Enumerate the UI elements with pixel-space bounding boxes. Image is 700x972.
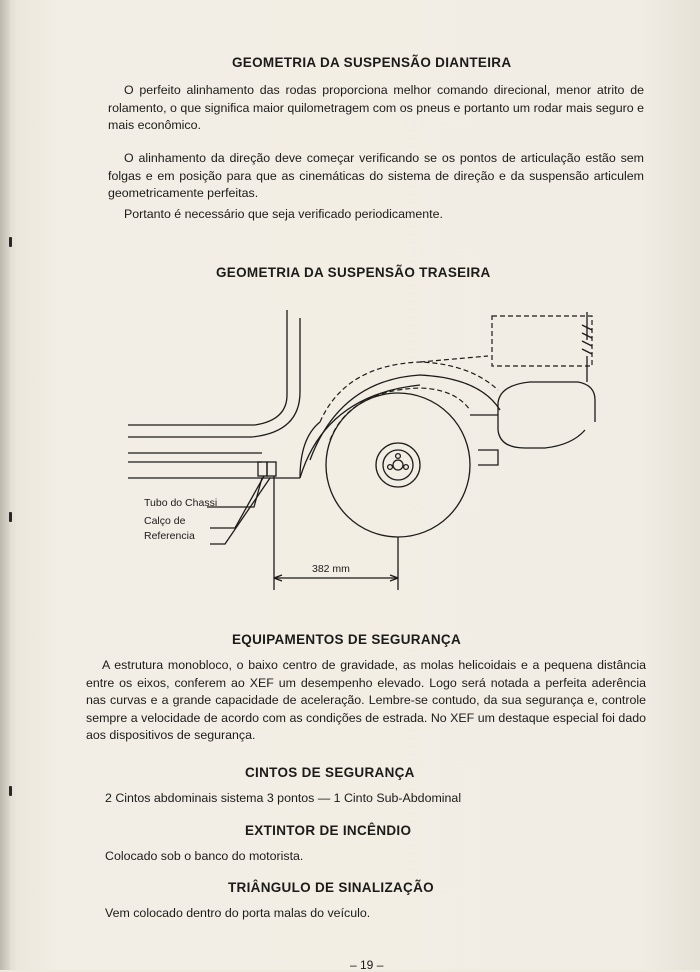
- extinguisher-title: EXTINTOR DE INCÊNDIO: [245, 823, 412, 838]
- safety-paragraph: A estrutura monobloco, o baixo centro de gravidade, as molas helicoidais e a pequena distância entre os eixos, conferem ao XEF um desempenho elevado. Logo será notada a perfeita aderência nas curvas e a grande capacidade de aceleração. Lembre-se contudo, da sua segurança e, controle sempre a velocidade de acordo com as condições de estrada. No XEF um destaque especial foi dado aos dispositivos de segurança.: [86, 658, 646, 742]
- seat-belts-title: CINTOS DE SEGURANÇA: [245, 765, 415, 780]
- front-suspension-title: GEOMETRIA DA SUSPENSÃO DIANTEIRA: [232, 55, 512, 70]
- front-paragraph-1: O perfeito alinhamento das rodas proporciona melhor comando direcional, menor atrito de rolamento, o que significa maior quilometragem com os pneus e portanto um rodar mais seguro e mais econômico.: [108, 83, 644, 132]
- extinguisher-text: Colocado sob o banco do motorista.: [105, 849, 304, 863]
- front-paragraph-3: Portanto é necessário que seja verificado periodicamente.: [124, 207, 443, 221]
- label-reference-shim-1: Calço de: [144, 515, 186, 527]
- front-paragraph-2: O alinhamento da direção deve começar verificando se os pontos de articulação estão sem folgas e em posição para que as cinemáticas do sistema de direção e da suspensão articulem geometricamente perfeitas.: [108, 151, 644, 200]
- rear-suspension-title: GEOMETRIA DA SUSPENSÃO TRASEIRA: [216, 265, 491, 280]
- triangle-text: Vem colocado dentro do porta malas do veículo.: [105, 906, 371, 920]
- safety-equipment-title: EQUIPAMENTOS DE SEGURANÇA: [232, 632, 462, 647]
- seat-belts-text: 2 Cintos abdominais sistema 3 pontos — 1 Cinto Sub-Abdominal: [105, 791, 462, 805]
- label-reference-shim-2: Referencia: [144, 530, 195, 542]
- label-measurement: 382 mm: [312, 563, 350, 575]
- label-chassis-tube: Tubo do Chassi: [144, 497, 218, 509]
- triangle-title: TRIÂNGULO DE SINALIZAÇÃO: [228, 880, 434, 895]
- margin-mark: [9, 786, 12, 796]
- page-number: – 19 –: [350, 958, 384, 972]
